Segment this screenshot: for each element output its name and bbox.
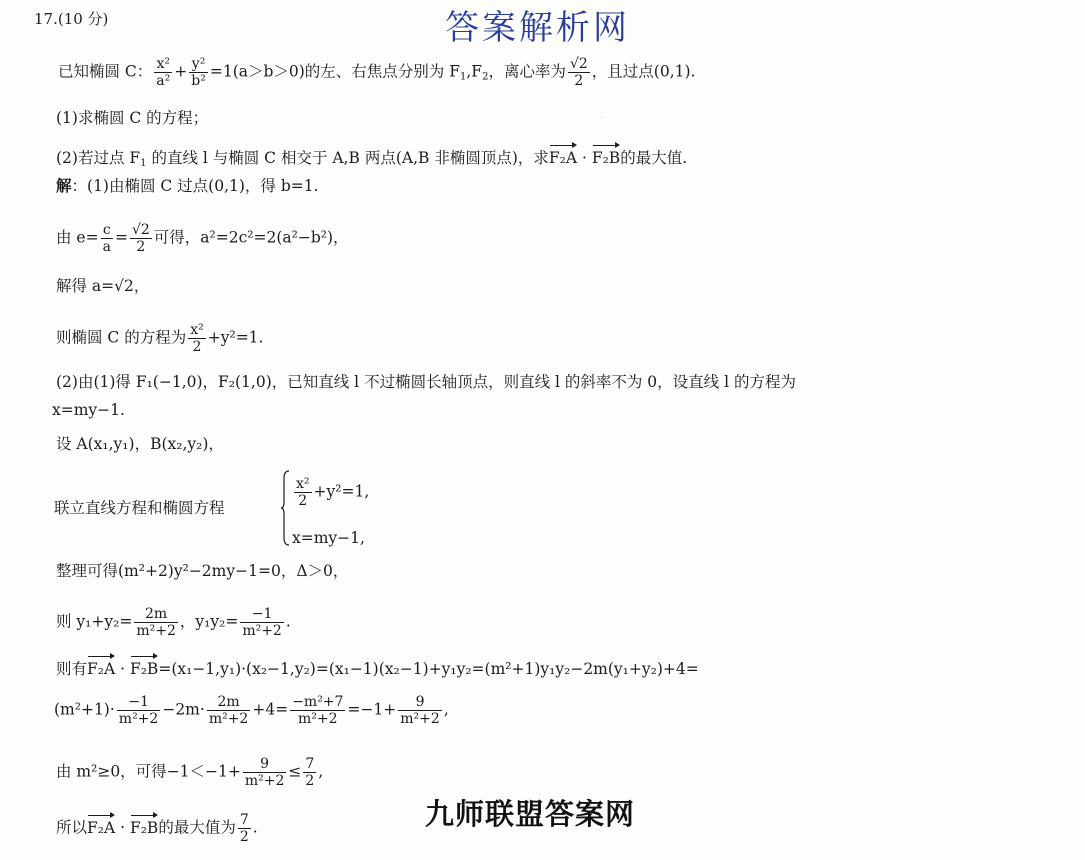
part2-line-7: 则有F₂A · F₂B=(x₁−1,y₁)·(x₂−1,y₂)=(x₁−1)(x₂−1)+y₁y₂=(m²+1)y₁y₂−2m(y₁+y₂)+4=	[56, 654, 699, 679]
system-equation-2: x=my−1,	[292, 529, 365, 547]
part2-line-2: x=my−1.	[52, 401, 125, 419]
part2-line-6: 则 y₁+y₂= $\frac{2m}{\text{m²+2}}$ ，y₁y₂= $\frac{-1}{\text{m²+2}}$ .	[56, 606, 291, 639]
part2-line-5: 整理可得(m²+2)y²−2my−1=0，Δ＞0，	[56, 562, 349, 580]
solution-step-4: 则椭圆 C 的方程为 $\frac{\text{x²}}{2}$ +y²=1.	[56, 322, 264, 355]
part2-line-1: (2)由(1)得 F₁(−1,0)，F₂(1,0)，已知直线 l 不过椭圆长轴顶点，则直线 l 的斜率不为 0，设直线 l 的方程为	[56, 373, 796, 391]
watermark-bottom: 九师联盟答案网	[425, 797, 636, 831]
question-2: (2)若过点 $F_1$ 的直线 l 与椭圆 C 相交于 A,B 两点(A,B 非椭圆顶点)，求F₂A · F₂B的最大值.	[56, 143, 687, 168]
part2-line-9: 由 m²≥0，可得−1＜−1+ $\frac{9}{\text{m²+2}}$ ≤ $\frac{7}{2}$ ,	[56, 756, 324, 789]
solution-step-1: 解：(1)由椭圆 C 过点(0,1)，得 b=1.	[56, 176, 319, 195]
part2-line-8: (m²+1)· $\frac{-1}{\text{m²+2}}$ −2m· $\frac{2m}{\text{m²+2}}$ +4= $\frac{\text{−m²+7}}{\text{m²+2}}$ =−1+ $\frac{9}{\text{m²+2}}$ ,	[54, 694, 449, 727]
part2-line-3: 设 A(x₁,y₁)，B(x₂,y₂)，	[56, 435, 224, 453]
left-brace-icon	[280, 470, 290, 546]
problem-statement: 已知椭圆 C： $\frac{\text{x²}}{\text{a²}}$ + $\frac{\text{y²}}{\text{b²}}$ =1(a＞b＞0)的左、右焦点分别为 $F_1,F_2$，离心率为 $\frac{√2}{2}$ ，且过点(0,1).	[58, 56, 696, 89]
system-label: 联立直线方程和椭圆方程	[54, 499, 225, 517]
system-equation-1: $\frac{\text{x²}}{2}$ +y²=1,	[296, 476, 370, 509]
solution-step-2: 由 e= $\frac{c}{a}$ = $\frac{√2}{2}$ 可得，a²=2c²=2(a²−b²)，	[56, 222, 349, 255]
watermark-top: 答案解析网	[445, 8, 630, 48]
part2-conclusion: 所以F₂A · F₂B的最大值为 $\frac{7}{2}$ .	[56, 812, 258, 845]
bleed-through-text: ·	[600, 110, 605, 126]
question-1: (1)求椭圆 C 的方程；	[56, 109, 209, 127]
problem-number: 17.(10 分)	[34, 10, 109, 28]
solution-step-3: 解得 a=√2，	[56, 277, 150, 295]
